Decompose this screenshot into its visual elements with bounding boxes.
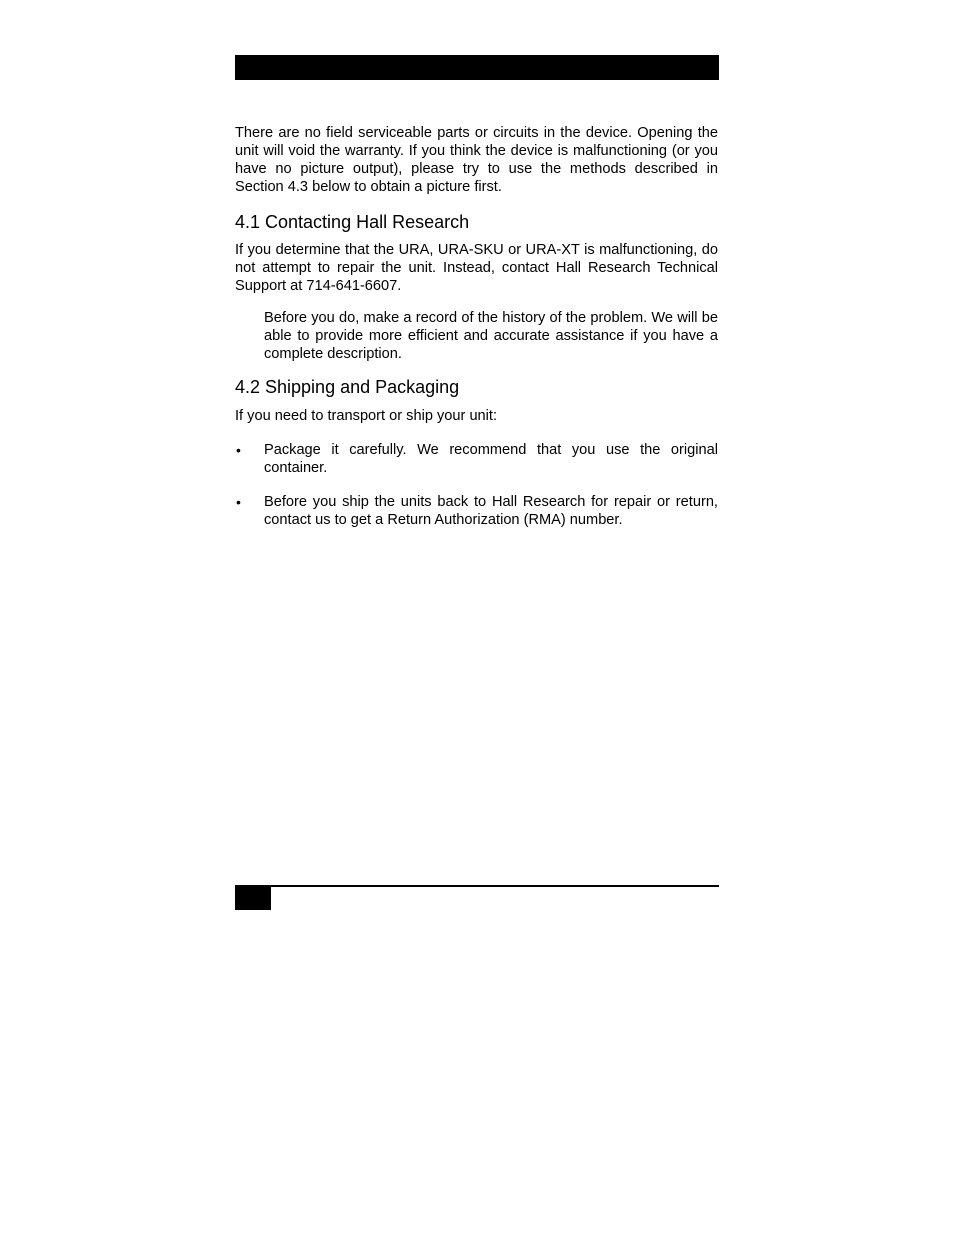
list-item-text: Before you ship the units back to Hall Research for repair or return, contact us to get a Return Authorization (RMA) number.: [264, 494, 718, 528]
bullet-icon: •: [236, 442, 241, 458]
list-item: [236, 493, 718, 529]
intro-paragraph: There are no field serviceable parts or circuits in the device. Opening the unit will void the warranty. If you think the device is malfunctioning (or you have no picture output), please try to use the methods described in Section 4.3 below to obtain a picture first.: [235, 125, 718, 195]
bullet-icon: •: [236, 494, 241, 510]
section-heading-shipping: 4.2 Shipping and Packaging: [235, 377, 460, 397]
list-item-text: Package it carefully. We recommend that you use the original container.: [264, 442, 718, 476]
section-heading-contacting: 4.1 Contacting Hall Research: [235, 212, 470, 232]
list-item: [236, 441, 718, 477]
contacting-note: Before you do, make a record of the history of the problem. We will be able to provide more efficient and accurate assistance if you have a complete description.: [264, 310, 718, 362]
footer-rule: [235, 885, 719, 887]
page-content: [235, 124, 718, 545]
header-bar: [235, 55, 719, 80]
contacting-paragraph: If you determine that the URA, URA-SKU or URA-XT is malfunctioning, do not attempt to repair the unit. Instead, contact Hall Research Technical Support at 714-641-6607.: [235, 242, 718, 294]
footer-page-box: [235, 887, 271, 910]
shipping-intro: If you need to transport or ship your unit:: [235, 408, 498, 424]
shipping-list: [235, 441, 718, 529]
